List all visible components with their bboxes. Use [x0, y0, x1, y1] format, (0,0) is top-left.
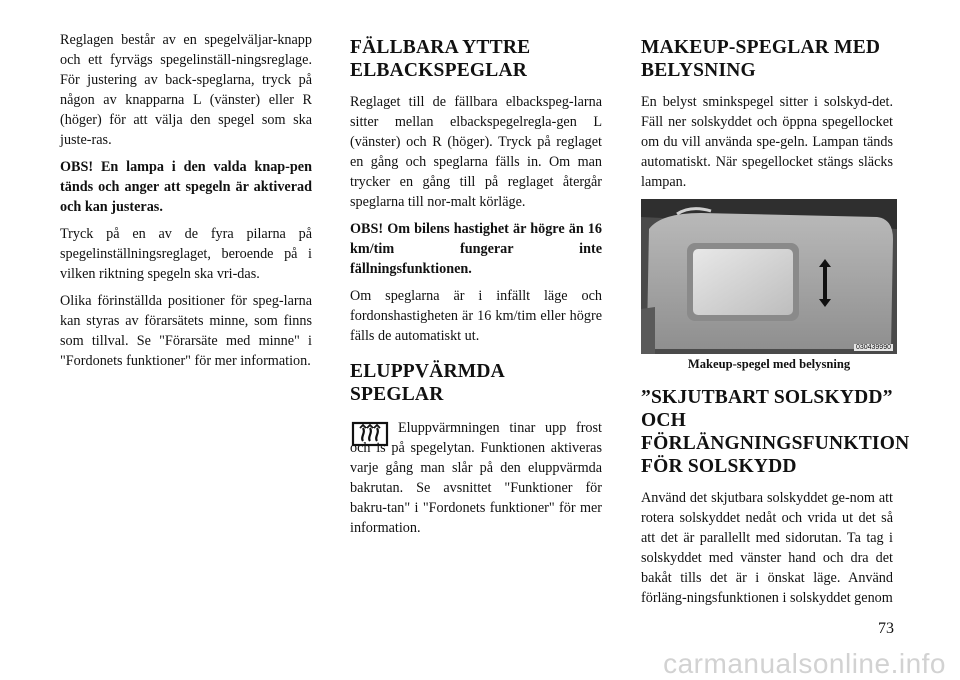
heading-vanity-mirrors: MAKEUP-SPEGLAR MED BELYSNING	[641, 37, 881, 81]
figure-vanity-mirror	[641, 199, 897, 372]
rear-defrost-icon	[350, 420, 390, 448]
column-middle	[350, 30, 602, 545]
column-left	[60, 30, 312, 378]
column-right	[641, 30, 910, 615]
paragraph-sliding-visor: Använd det skjutbara solskyddet ge-nom att rotera solskyddet nedåt och vrida ut det så att det är parallellt med sidorutan. Ta tag i solskyddet med vänster hand och dra det bakåt tills det är i önskat läge. Använd förläng-ningsfunktionen i solskyddet genom	[641, 490, 893, 606]
paragraph-heated-mirrors: Eluppvärmningen tinar upp frost och is på spegelytan. Funktionen aktiveras varje gång man slår på den eluppvärmda bakrutan. Se avsnittet "Funktioner för bakru-tan" i "Fordonets funktioner" för mer information.	[350, 420, 602, 536]
figure-code: 030439990	[855, 344, 891, 351]
paragraph-vanity-mirror: En belyst sminkspegel sitter i solskyd-det. Fäll ner solskyddet och öppna spegellocket om du vill använda spe-geln. Lampan tänds automatiskt. När spegellocket stängs släcks lampan.	[641, 94, 893, 190]
paragraph-auto-unfold: Om speglarna är i infällt läge och fordonshastigheten är 16 km/tim eller högre fälls de automatiskt ut.	[350, 288, 602, 344]
sun-visor-illustration	[641, 199, 897, 354]
figure-caption: Makeup-spegel med belysning	[687, 357, 851, 371]
vanity-mirror-photo	[641, 199, 897, 354]
paragraph-memory: Olika förinställda positioner för speg-larna kan styras av förarsätets minne, som finns som tillval. Se "Förarsäte med minne" i "Fordonets funktioner" för mer information.	[60, 293, 312, 369]
note-speed: OBS! Om bilens hastighet är högre än 16 km/tim fungerar inte fällningsfunktionen.	[350, 221, 602, 277]
note-lamp: OBS! En lampa i den valda knap-pen tänds och anger att spegeln är aktiverad och kan justeras.	[60, 159, 312, 215]
heading-sliding-visor: ”SKJUTBART SOLSKYDD” OCH FÖRLÄNGNINGSFUNKTION FÖR SOLSKYDD	[641, 387, 910, 477]
paragraph-mirror-controls: Reglagen består av en spegelväljar-knapp och ett fyrvägs spegelinställ-ningsreglage. För justering av back-speglarna, tryck på någon av knapparna L (vänster) eller R (höger) för att välja den spegel som ska juste-ras.	[60, 32, 312, 148]
paragraph-arrows: Tryck på en av de fyra pilarna på spegelinställningsreglaget, beroende på i vilken riktning spegeln ska vri-das.	[60, 226, 312, 282]
heading-heated-mirrors: ELUPPVÄRMDA SPEGLAR	[350, 361, 504, 405]
heated-mirror-block	[350, 418, 602, 538]
heading-folding-mirrors: FÄLLBARA YTTRE ELBACKSPEGLAR	[350, 37, 531, 81]
paragraph-folding-control: Reglaget till de fällbara elbackspeg-larna sitter mellan elbackspegelregla-gen L (vänster) och R (höger). Tryck på reglaget en gång och speglarna fälls in. Om man trycker en gång till på reglaget återgår speglarna till nor-malt körläge.	[350, 94, 602, 210]
page-number: 73	[878, 620, 894, 637]
watermark: carmanualsonline.info	[663, 648, 946, 679]
